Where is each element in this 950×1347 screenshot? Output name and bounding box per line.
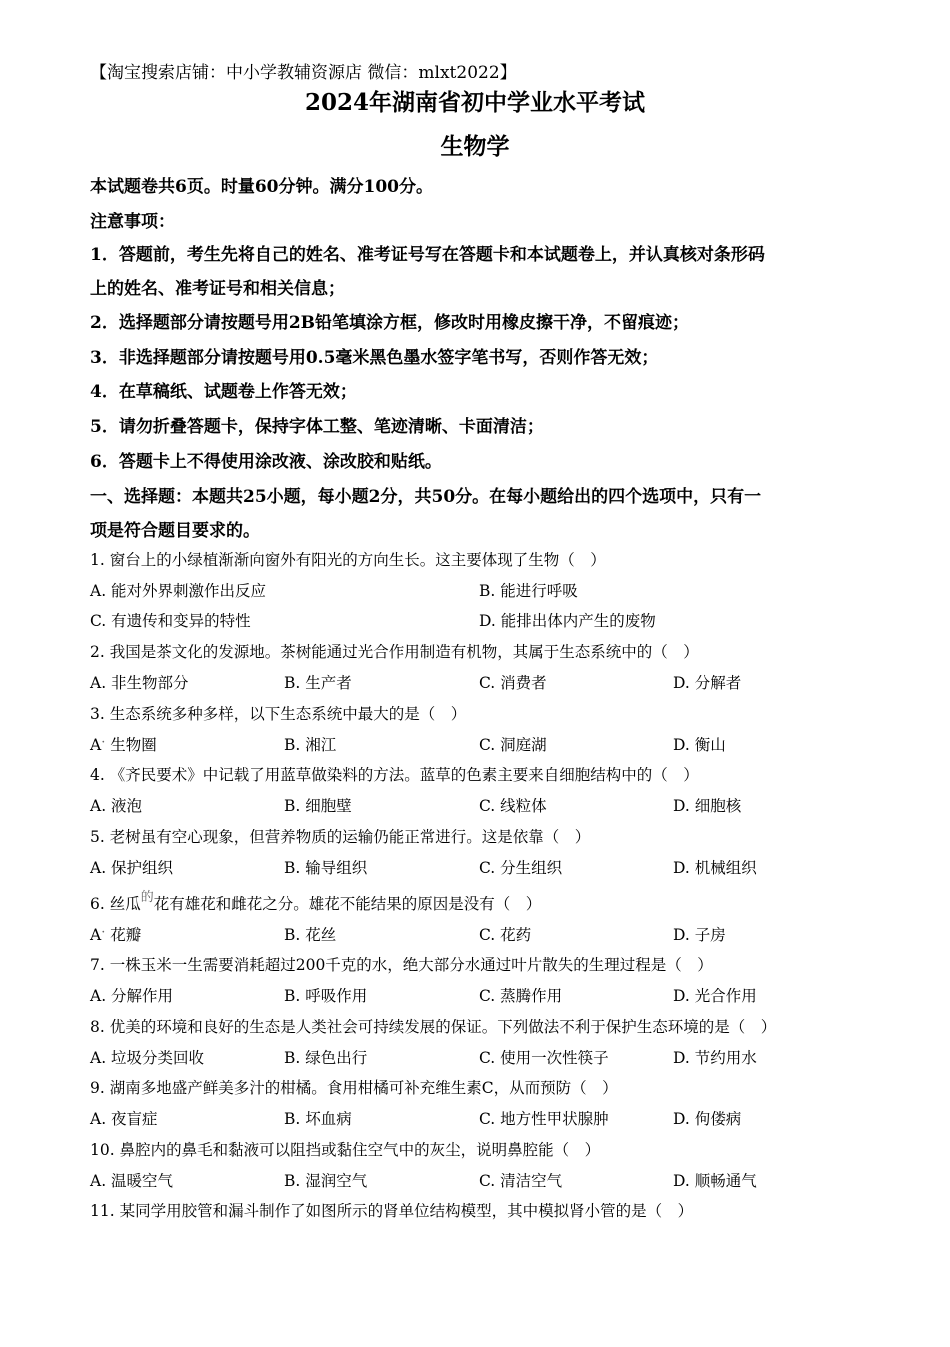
option-c: C. 蒸腾作用 [479,987,563,1005]
option-a: A. 液泡 [90,797,143,815]
exam-subject: 生物学 [440,133,510,160]
option-a: A. 保护组织 [90,859,174,877]
option-c: C. 花药 [479,926,532,944]
note-item: 上的姓名、准考证号和相关信息； [90,279,345,299]
option-text: 生物圈 [110,736,157,754]
option-d: D. 佝偻病 [673,1110,742,1128]
note-item: 6．答题卡上不得使用涂改液、涂改胶和贴纸。 [90,452,442,472]
option-c: C. 线粒体 [479,797,547,815]
option-b: B. 坏血病 [284,1110,352,1128]
option-d: D. 节约用水 [673,1049,757,1067]
option-b: B. 湿润空气 [284,1172,368,1190]
option-c: C. 使用一次性筷子 [479,1049,609,1067]
exam-title: 2024年湖南省初中学业水平考试 [304,89,645,116]
option-a: A. 夜盲症 [90,1110,158,1128]
question-stem: 7. 一株玉米一生需要消耗超过200千克的水，绝大部分水通过叶片散失的生理过程是（ ） [90,956,713,974]
option-a: A. 能对外界刺激作出反应 [90,582,267,600]
note-item: 5．请勿折叠答题卡，保持字体工整、笔迹清晰、卡面清洁； [90,417,544,437]
question-stem: 9. 湖南多地盛产鲜美多汁的柑橘。食用柑橘可补充维生素C，从而预防（ ） [90,1079,618,1097]
option-letter: A [90,736,102,754]
question-stem: 11. 某同学用胶管和漏斗制作了如图所示的肾单位结构模型，其中模拟肾小管的是（ ） [90,1202,694,1220]
option-d: D. 光合作用 [673,987,757,1005]
option-c: C. 消费者 [479,674,547,692]
question-stem: 8. 优美的环境和良好的生态是人类社会可持续发展的保证。下列做法不利于保护生态环境的是（ ） [90,1018,777,1036]
option-d: D. 细胞核 [673,797,742,815]
option-a: A. 分解作用 [90,987,174,1005]
section-heading: 一、选择题：本题共25小题，每小题2分，共50分。在每小题给出的四个选项中，只有一 [90,487,762,507]
question-stem: 4. 《齐民要术》中记载了用蓝草做染料的方法。蓝草的色素主要来自细胞结构中的（ ） [90,766,699,784]
option-d: D. 衡山 [673,736,726,754]
option-c: C. 有遗传和变异的特性 [90,612,251,630]
question-stem: 3. 生态系统多种多样，以下生态系统中最大的是（ ） [90,705,467,723]
option-c: C. 洞庭湖 [479,736,547,754]
store-banner: 【淘宝搜索店铺：中小学教辅资源店 微信：mlxt2022】 [90,63,517,83]
option-letter: A [90,926,102,944]
option-d: D. 能排出体内产生的废物 [479,612,656,630]
question-stem: 2. 我国是茶文化的发源地。茶树能通过光合作用制造有机物，其属于生态系统中的（ ） [90,643,699,661]
option-d: D. 分解者 [673,674,742,692]
option-b: B. 细胞壁 [284,797,352,815]
option-d: D. 机械组织 [673,859,757,877]
option-a: A. 垃圾分类回收 [90,1049,205,1067]
question-stem: 5. 老树虽有空心现象，但营养物质的运输仍能正常进行。这是依靠（ ） [90,828,591,846]
option-d: D. 子房 [673,926,726,944]
option-c: C. 分生组织 [479,859,563,877]
option-a: A. 非生物部分 [90,674,189,692]
note-item: 3．非选择题部分请按题号用0.5毫米黑色墨水签字笔书写，否则作答无效； [90,348,659,368]
option-b: B. 花丝 [284,926,337,944]
option-text: 花瓣 [110,926,142,944]
note-item: 2．选择题部分请按题号用2B铅笔填涂方框，修改时用橡皮擦干净，不留痕迹； [90,313,690,333]
option-a: A· 生物圈 [90,735,157,754]
stem-part: 花有雄花和雌花之分。雄花不能结果的原因是没有（ ） [153,895,542,913]
notes-heading: 注意事项： [90,212,175,232]
option-b: B. 绿色出行 [284,1049,368,1067]
option-a: A· 花瓣 [90,925,142,944]
stray-glyph: 的 [140,890,154,905]
option-b: B. 输导组织 [284,859,368,877]
option-b: B. 呼吸作用 [284,987,368,1005]
note-item: 1．答题前，考生先将自己的姓名、准考证号写在答题卡和本试题卷上，并认真核对条形码 [90,245,765,265]
option-b: B. 湘江 [284,736,337,754]
note-item: 4．在草稿纸、试题卷上作答无效； [90,382,357,402]
section-heading-cont: 项是符合题目要求的。 [90,521,260,541]
stem-part: 6. 丝瓜 [90,895,141,913]
option-c: C. 地方性甲状腺肿 [479,1110,609,1128]
option-b: B. 生产者 [284,674,352,692]
question-stem: 10. 鼻腔内的鼻毛和黏液可以阻挡或黏住空气中的灰尘，说明鼻腔能（ ） [90,1141,601,1159]
question-stem: 1. 窗台上的小绿植渐渐向窗外有阳光的方向生长。这主要体现了生物（ ） [90,551,606,569]
option-b: B. 能进行呼吸 [479,582,578,600]
option-d: D. 顺畅通气 [673,1172,757,1190]
exam-info: 本试题卷共6页。时量60分钟。满分100分。 [90,177,433,197]
option-a: A. 温暖空气 [90,1172,174,1190]
option-c: C. 清洁空气 [479,1172,563,1190]
question-stem [90,892,541,914]
